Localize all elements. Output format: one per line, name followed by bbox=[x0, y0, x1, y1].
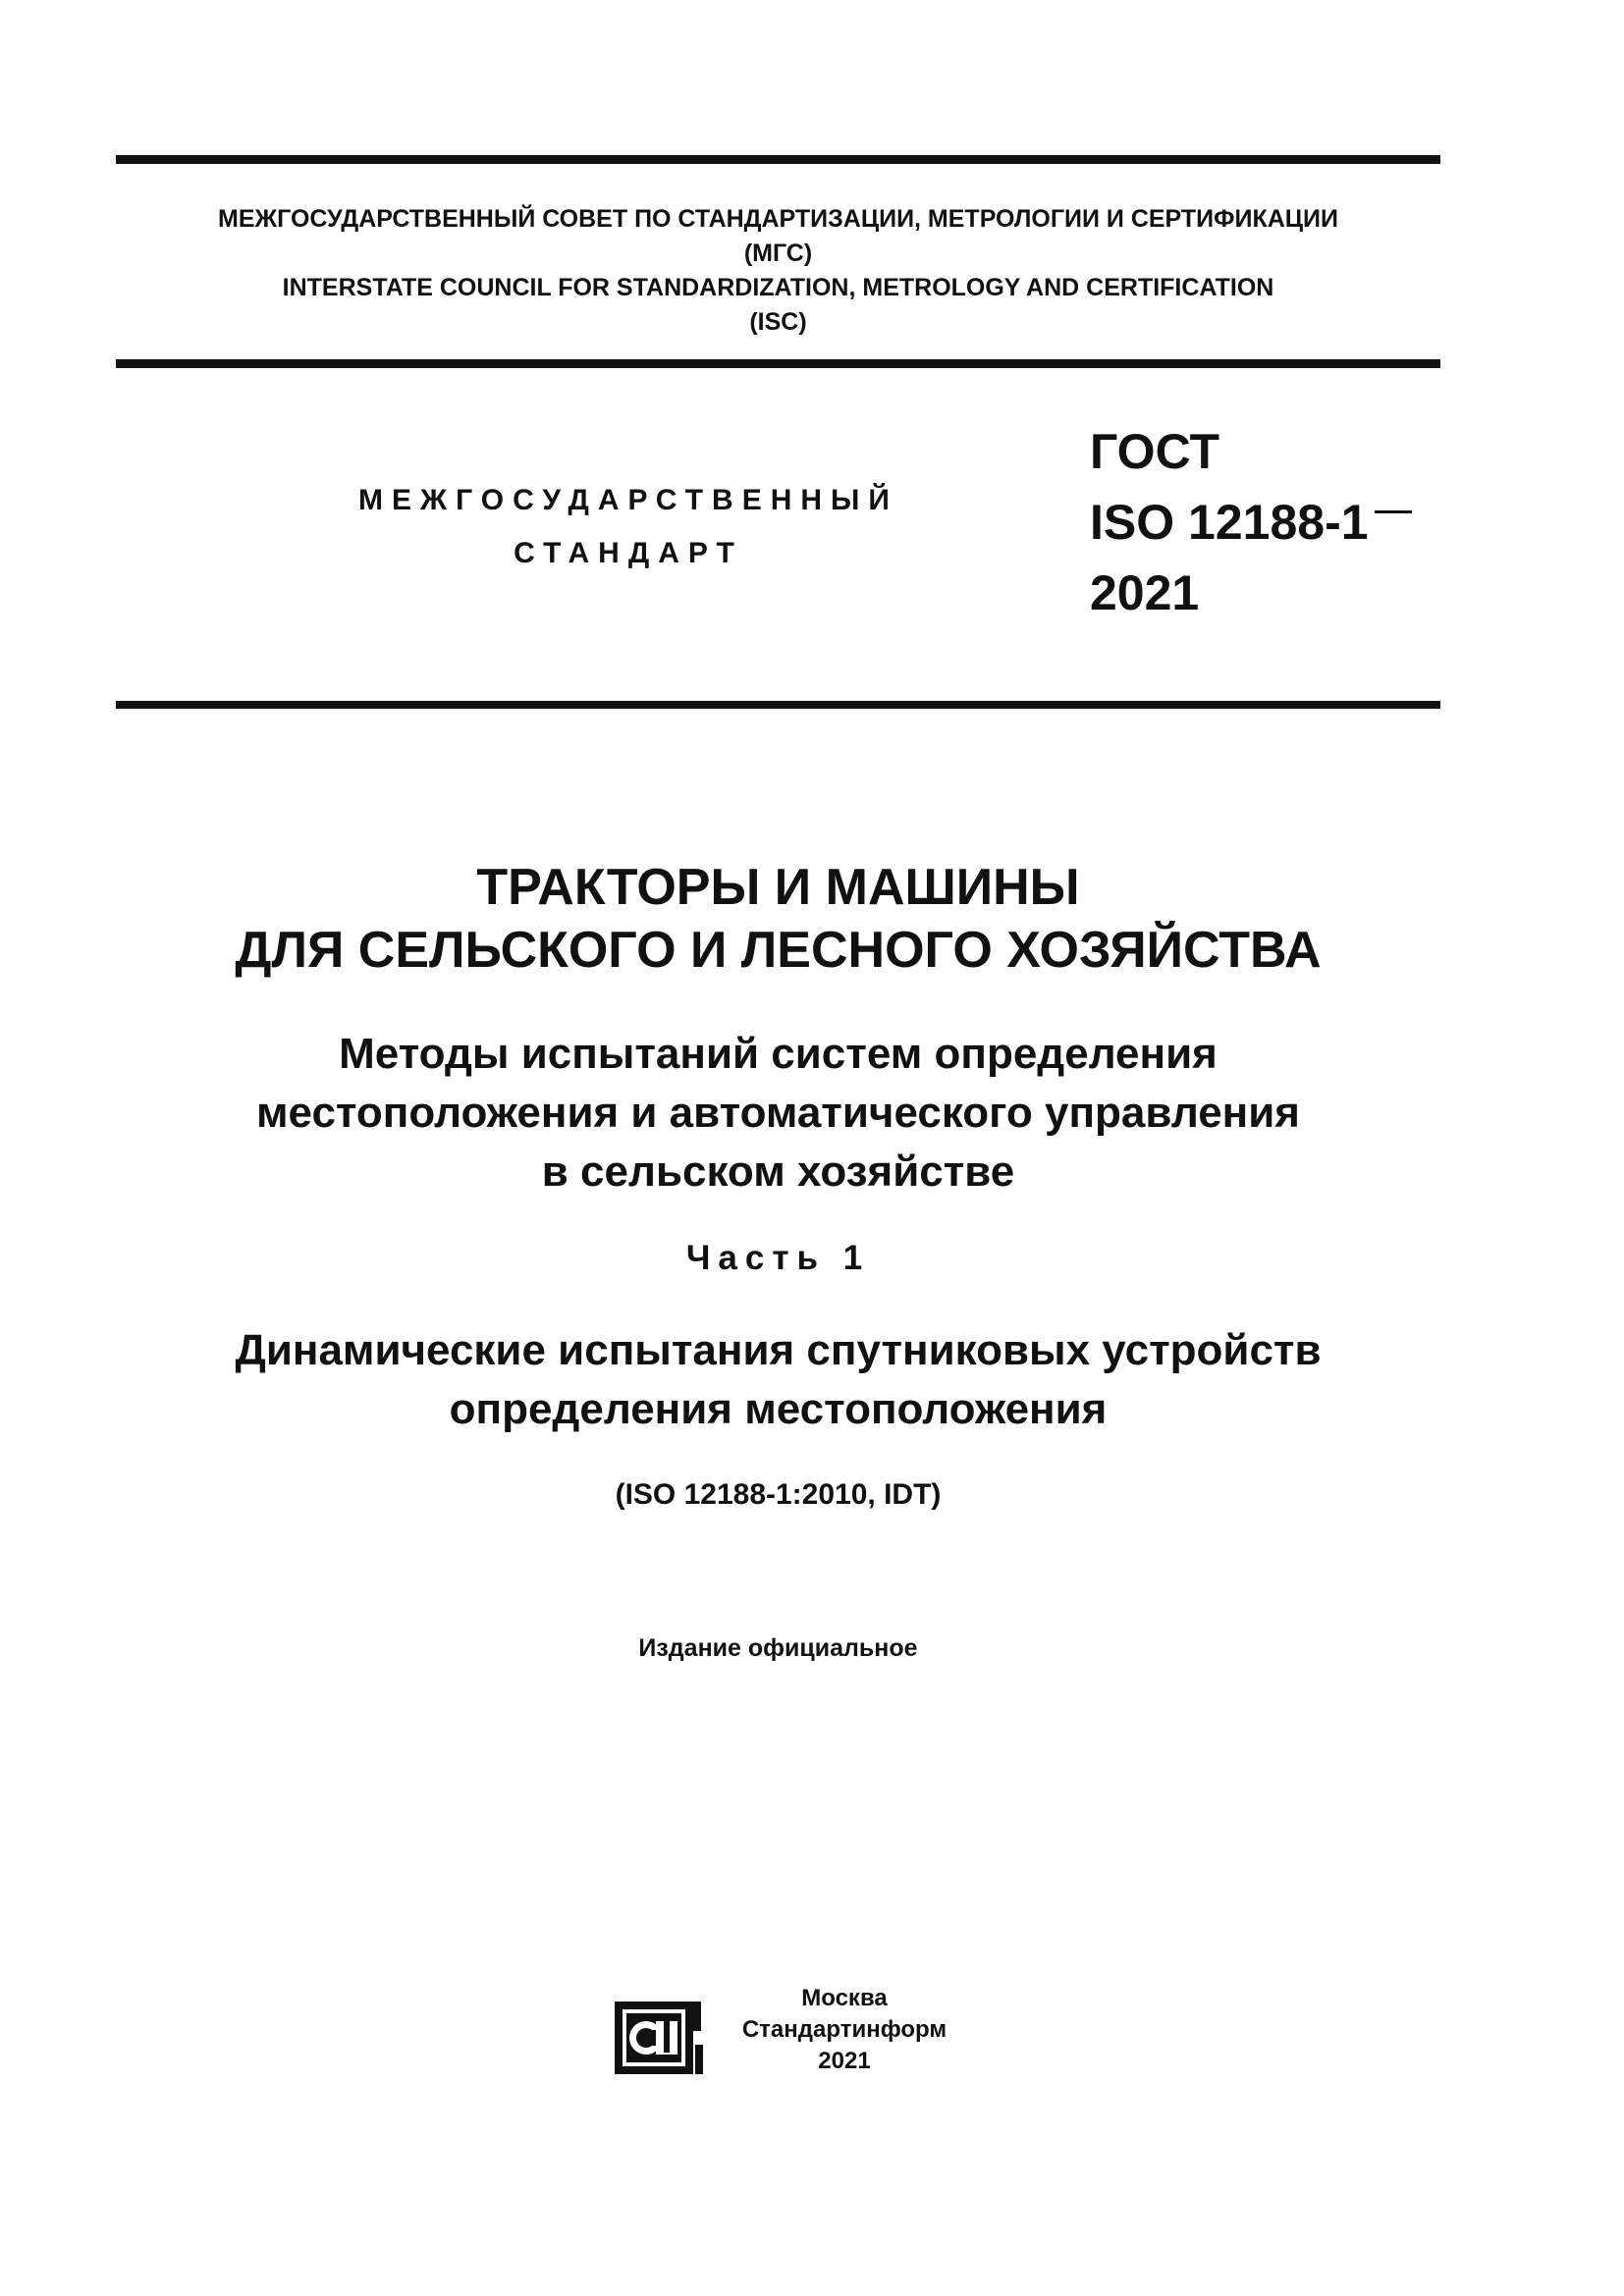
part-title-line1: Динамические испытания спутниковых устройств bbox=[235, 1326, 1322, 1374]
council-header bbox=[116, 202, 1440, 340]
part-number bbox=[116, 1237, 1440, 1280]
iso-reference-text: (ISO 12188-1:2010, IDT) bbox=[615, 1478, 942, 1511]
council-abbr-ru: (МГС) bbox=[743, 240, 813, 267]
iso-reference bbox=[116, 1475, 1440, 1515]
designation-dash bbox=[1375, 510, 1412, 513]
header-rule bbox=[116, 359, 1440, 368]
designation-year: 2021 bbox=[1090, 565, 1200, 620]
publisher-block bbox=[717, 1983, 972, 2077]
standard-designation bbox=[1090, 416, 1412, 628]
publisher-city: Москва bbox=[801, 1985, 888, 2011]
standard-kind bbox=[245, 474, 1011, 580]
council-name-en: INTERSTATE COUNCIL FOR STANDARDIZATION, METROLOGY AND CERTIFICATION bbox=[282, 274, 1274, 301]
part-label: Часть 1 bbox=[685, 1239, 871, 1277]
edition-note bbox=[116, 1631, 1440, 1665]
designation-rule bbox=[116, 701, 1440, 709]
edition-text: Издание официальное bbox=[638, 1634, 918, 1662]
council-name-ru: МЕЖГОСУДАРСТВЕННЫЙ СОВЕТ ПО СТАНДАРТИЗАЦИИ, МЕТРОЛОГИИ И СЕРТИФИКАЦИИ bbox=[218, 205, 1338, 233]
subtitle-line1: Методы испытаний систем определения bbox=[339, 1030, 1218, 1078]
main-title bbox=[116, 856, 1440, 982]
subtitle-line2: местоположения и автоматического управления bbox=[256, 1089, 1300, 1137]
part-title-line2: определения местоположения bbox=[449, 1385, 1108, 1433]
main-title-line2: ДЛЯ СЕЛЬСКОГО И ЛЕСНОГО ХОЗЯЙСТВА bbox=[235, 922, 1322, 979]
standartinform-logo-icon bbox=[613, 1998, 707, 2076]
council-abbr-en: (ISC) bbox=[749, 308, 807, 336]
subtitle bbox=[116, 1025, 1440, 1201]
part-title bbox=[116, 1321, 1440, 1439]
publisher-name: Стандартинформ bbox=[741, 2016, 947, 2043]
designation-number: ISO 12188-1 bbox=[1090, 495, 1369, 550]
standard-kind-line2: СТАНДАРТ bbox=[514, 537, 743, 569]
standard-kind-line1: МЕЖГОСУДАРСТВЕННЫЙ bbox=[358, 484, 898, 516]
subtitle-line3: в сельском хозяйстве bbox=[541, 1148, 1015, 1196]
designation-number-row bbox=[1090, 487, 1412, 558]
top-rule bbox=[116, 155, 1440, 164]
main-title-line1: ТРАКТОРЫ И МАШИНЫ bbox=[476, 859, 1080, 916]
designation-gost: ГОСТ bbox=[1090, 424, 1219, 479]
publisher-year: 2021 bbox=[818, 2048, 871, 2074]
